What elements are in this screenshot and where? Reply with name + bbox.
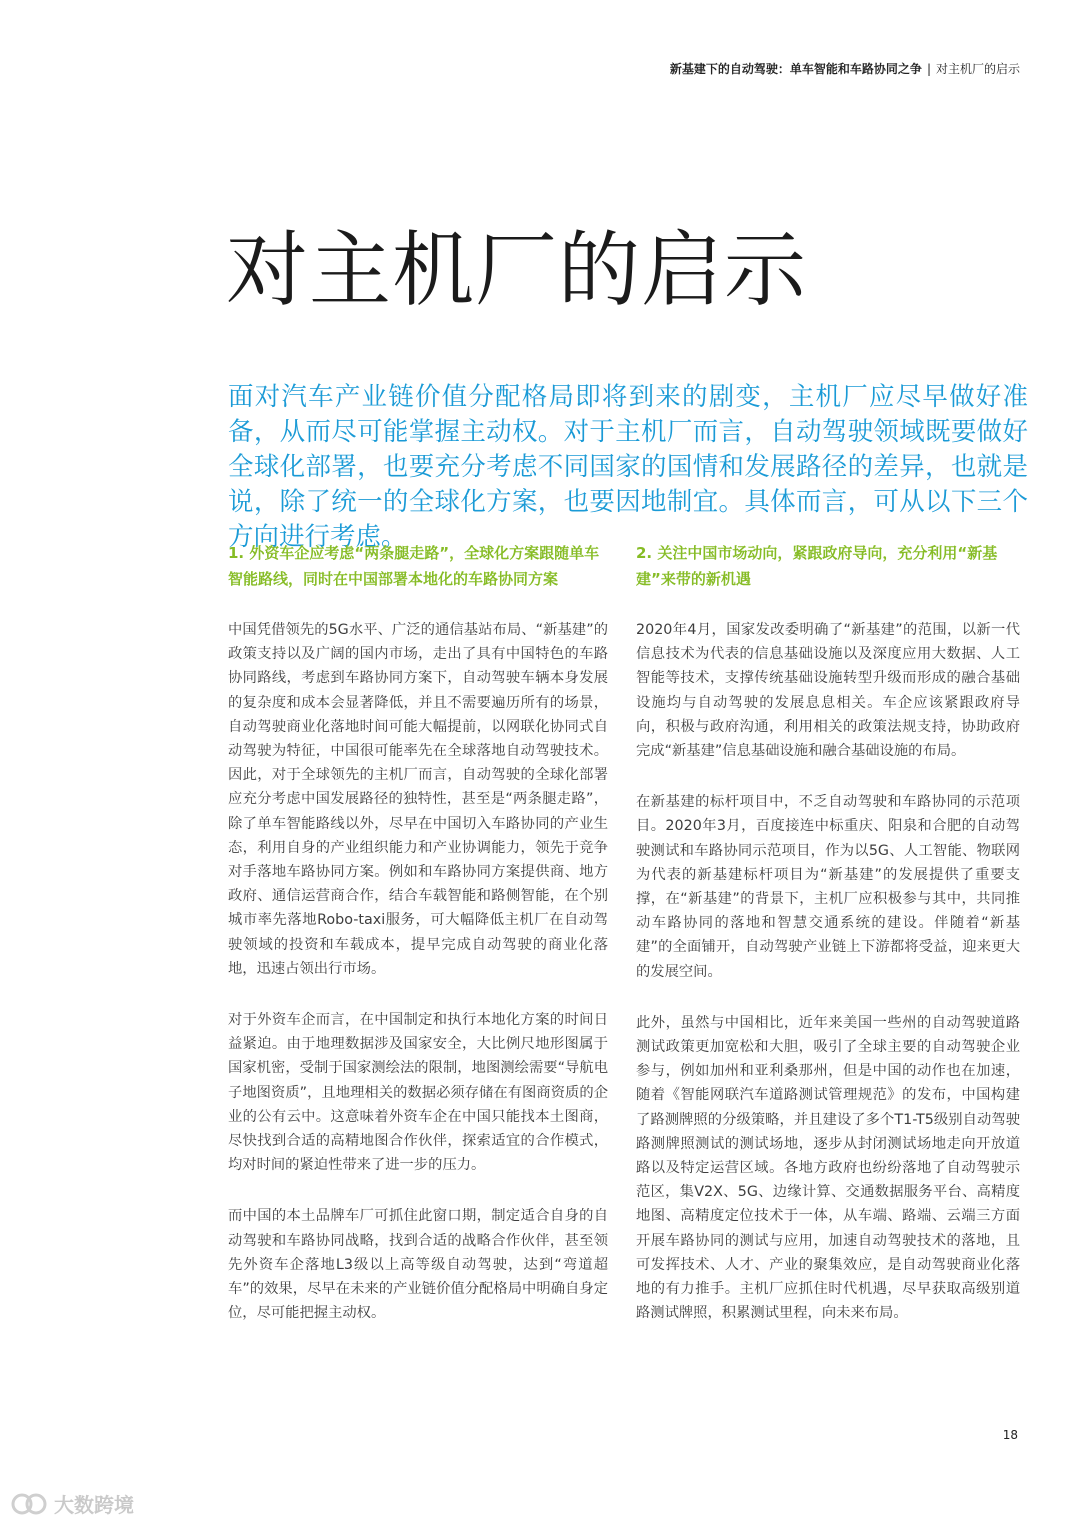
right-heading: 2. 关注中国市场动向，紧跟政府导向，充分利用“新基建”来带的新机遇 <box>636 544 998 588</box>
watermark <box>10 1489 134 1518</box>
page-number: 18 <box>1002 1428 1018 1442</box>
right-paragraph: 在新基建的标杆项目中，不乏自动驾驶和车路协同的示范项目。2020年3月，百度接连中标重庆、阳泉和合肥的自动驾驶测试和车路协同示范项目，作为以5G、人工智能、物联网为代表的新基建标杆项目为“新基建”的发展提供了重要支撑，在“新基建”的背景下，主机厂应积极参与其中，共同推动车路协同的落地和智慧交通系统的建设。伴随着“新基建”的全面铺开，自动驾驶产业链上下游都将受益，迎来更大的发展空间。 <box>636 794 1020 980</box>
watermark-text: 大数跨境 <box>54 1493 134 1517</box>
page-title: 对主机厂的启示 <box>226 223 808 318</box>
right-paragraph: 2020年4月，国家发改委明确了“新基建”的范围，以新一代信息技术为代表的信息基础设施以及深度应用大数据、人工智能等技术，支撑传统基础设施转型升级而形成的融合基础设施均与自动驾驶的发展息息相关。车企应该紧跟政府导向，积极与政府沟通，利用相关的政策法规支持，协助政府完成“新基建”信息基础设施和融合基础设施的布局。 <box>636 622 1020 760</box>
header-separator: | <box>926 62 931 76</box>
left-heading: 1. 外资车企应考虑“两条腿走路”，全球化方案跟随单车智能路线，同时在中国部署本地化的车路协同方案 <box>228 544 600 588</box>
running-header <box>670 60 1020 77</box>
watermark-logo-icon <box>10 1490 50 1518</box>
report-title: 新基建下的自动驾驶：单车智能和车路协同之争 <box>669 62 922 76</box>
left-paragraph: 而中国的本土品牌车厂可抓住此窗口期，制定适合自身的自动驾驶和车路协同战略，找到合适的战略合作伙伴，甚至领先外资车企落地L3级以上高等级自动驾驶，达到“弯道超车”的效果，尽早在未来的产业链价值分配格局中明确自身定位，尽可能把握主动权。 <box>228 1208 608 1322</box>
right-paragraph: 此外，虽然与中国相比，近年来美国一些州的自动驾驶道路测试政策更加宽松和大胆，吸引了全球主要的自动驾驶企业参与，例如加州和亚利桑那州，但是中国的动作也在加速，随着《智能网联汽车道路测试管理规范》的发布，中国构建了路测牌照的分级策略，并且建设了多个T1-T5级别自动驾驶路测牌照测试的测试场地，逐步从封闭测试场地走向开放道路以及特定运营区域。各地方政府也纷纷落地了自动驾驶示范区，集V2X、5G、边缘计算、交通数据服务平台、高精度地图、高精度定位技术于一体，从车端、路端、云端三方面开展车路协同的测试与应用，加速自动驾驶技术的落地，且可发挥技术、人才、产业的聚集效应，是自动驾驶商业化落地的有力推手。主机厂应抓住时代机遇，尽早获取高级别道路测试牌照，积累测试里程，向未来布局。 <box>636 1014 1020 1322</box>
left-paragraph: 对于外资车企而言，在中国制定和执行本地化方案的时间日益紧迫。由于地理数据涉及国家安全，大比例尺地形图属于国家机密，受制于国家测绘法的限制，地图测绘需要“导航电子地图资质”，且地理相关的数据必须存储在有图商资质的企业的公有云中。这意味着外资车企在中国只能找本土图商，尽快找到合适的高精地图合作伙伴，探索适宜的合作模式，均对时间的紧迫性带来了进一步的压力。 <box>228 1012 608 1174</box>
intro-paragraph: 面对汽车产业链价值分配格局即将到来的剧变，主机厂应尽早做好准备，从而尽可能掌握主动权。对于主机厂而言，自动驾驶领域既要做好全球化部署，也要充分考虑不同国家的国情和发展路径的差异，也就是说，除了统一的全球化方案，也要因地制宜。具体而言，可从以下三个方向进行考虑。 <box>228 382 1028 552</box>
left-paragraph: 中国凭借领先的5G水平、广泛的通信基站布局、“新基建”的政策支持以及广阔的国内市场，走出了具有中国特色的车路协同路线，考虑到车路协同方案下，自动驾驶车辆本身发展的复杂度和成本会显著降低，并且不需要遍历所有的场景，自动驾驶商业化落地时间可能大幅提前，以网联化协同式自动驾驶为特征，中国很可能率先在全球落地自动驾驶技术。因此，对于全球领先的主机厂而言，自动驾驶的全球化部署应充分考虑中国发展路径的独特性，甚至是“两条腿走路”，除了单车智能路线以外，尽早在中国切入车路协同的产业生态，利用自身的产业组织能力和产业协调能力，领先于竞争对手落地车路协同方案。例如和车路协同方案提供商、地方政府、通信运营商合作，结合车载智能和路侧智能，在个别城市率先落地Robo-taxi服务，可大幅降低主机厂在自动驾驶领域的投资和车载成本，提早完成自动驾驶的商业化落地，迅速占领出行市场。 <box>228 622 608 977</box>
header-section: 对主机厂的启示 <box>935 62 1020 76</box>
left-column <box>228 540 608 1352</box>
right-column <box>636 540 1020 1352</box>
